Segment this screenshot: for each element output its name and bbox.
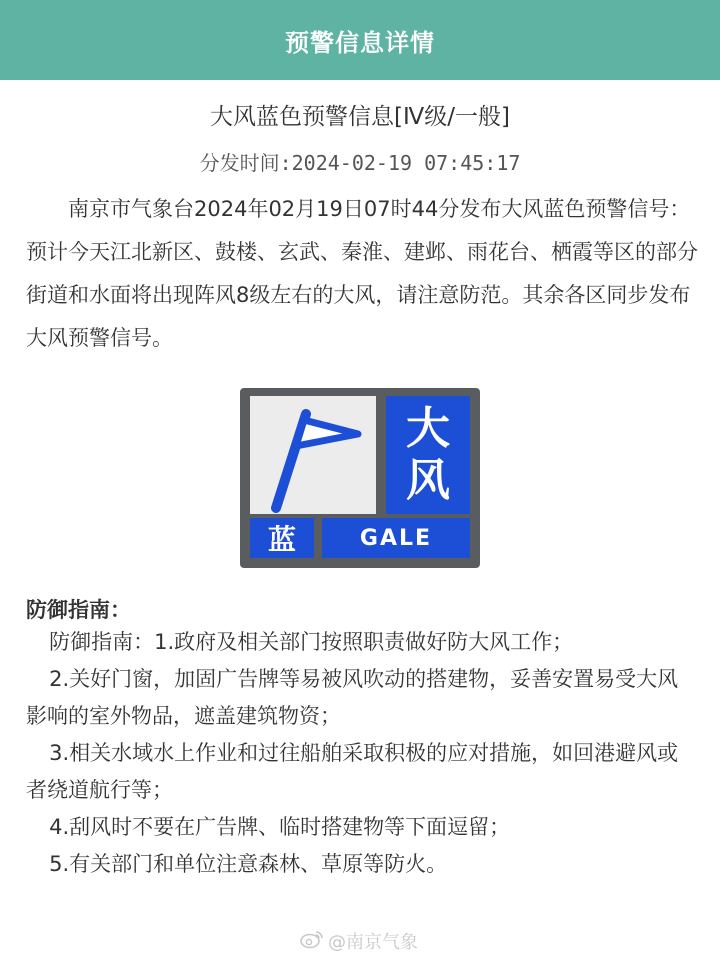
warning-body: 南京市气象台2024年02月19日07时44分发布大风蓝色预警信号：预计今天江北新区、鼓楼、玄武、秦淮、建邺、雨花台、栖霞等区的部分街道和水面将出现阵风8级左右的大风，请注意防范。其余各区同步发布大风预警信号。	[26, 197, 698, 350]
warning-title: 大风蓝色预警信息[Ⅳ级/一般]	[210, 104, 510, 130]
guide-item: 4.刮风时不要在广告牌、临时搭建物等下面逗留；	[49, 815, 511, 839]
guide-item: 防御指南：1.政府及相关部门按照职责做好防大风工作；	[49, 630, 574, 654]
sign-char-bottom: 风	[406, 455, 450, 506]
guide-heading: 防御指南：	[26, 598, 131, 622]
header-bar	[0, 0, 720, 80]
page-title: 预警信息详情	[285, 28, 435, 57]
guide-item: 3.相关水域水上作业和过往船舶采取积极的应对措施，如回港避风或者绕道航行等；	[26, 741, 679, 802]
gale-blue-warning-sign	[240, 388, 480, 568]
sign-char-top: 大	[406, 403, 450, 454]
sign-wind-characters	[386, 396, 470, 514]
guide-item: 5.有关部门和单位注意森林、草原等防火。	[49, 852, 448, 876]
wind-flag-icon	[250, 396, 376, 514]
warning-time: 分发时间:2024-02-19 07:45:17	[199, 151, 521, 175]
sign-color-label: 蓝	[250, 518, 314, 558]
guide-list	[26, 624, 698, 883]
weibo-logo-icon	[300, 929, 324, 954]
sign-english-label: GALE	[322, 518, 470, 558]
guide-item: 2.关好门窗，加固广告牌等易被风吹动的搭建物，妥善安置易受大风影响的室外物品，遮盖建筑物资；	[26, 667, 679, 728]
watermark-text: @南京气象	[328, 932, 418, 953]
watermark	[300, 928, 418, 954]
